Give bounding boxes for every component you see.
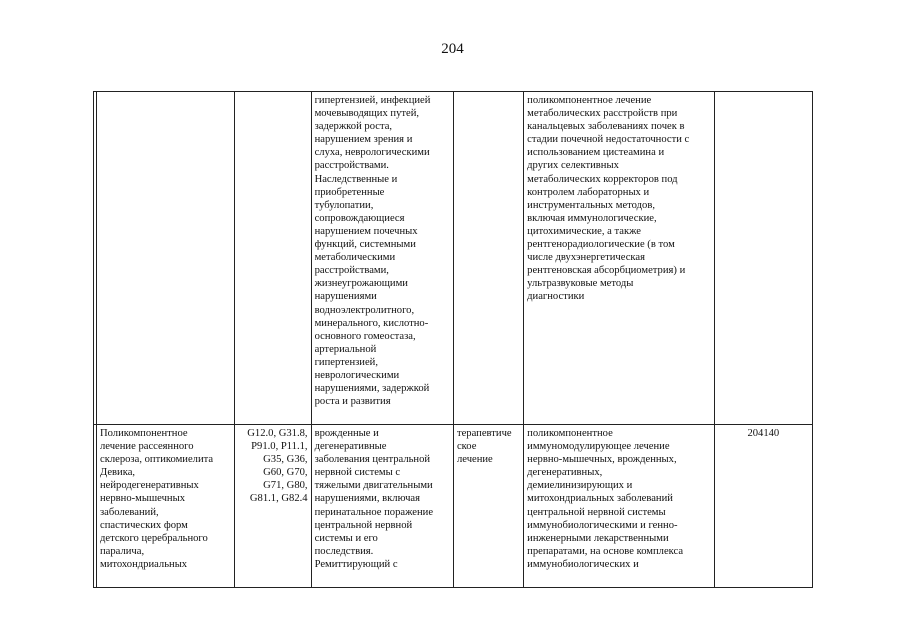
icd-codes-cell (235, 92, 311, 425)
icd-codes-cell: G12.0, G31.8, P91.0, P11.1, G35, G36, G60, G70, G71, G80, G81.1, G82.4 (235, 425, 311, 588)
treatment-method-cell: поликомпонентное лечение метаболических расстройств при канальцевых заболеваниях почек в стадии почечной недостаточности с использованием цистеамина и других селективных метаболических корректоров под контролем лабораторных и инструментальных методов, включая иммунологические, цитохимические, а также рентгенорадиологические (в том числе двухэнергетическая рентгеновская абсорбциометрия) и ультразвуковые методы диагностики (524, 92, 715, 425)
treatment-type-cell (453, 92, 523, 425)
treatment-method-cell: поликомпонентное иммуномодулирующее лечение нервно-мышечных, врожденных, дегенеративных, демиелинизирующих и митохондриальных заболеваний центральной нервной системы иммунобиологическими и генно- инженерными лекарственными препаратами, на основе комплекса иммунобиологических и (524, 425, 715, 588)
cost-cell: 204140 (714, 425, 812, 588)
table-row (94, 425, 813, 588)
procedures-table (93, 91, 813, 588)
treatment-type-cell: терапевтиче ское лечение (453, 425, 523, 588)
cost-cell (714, 92, 812, 425)
procedure-name-cell: Поликомпонентное лечение рассеянного склероза, оптикомиелита Девика, нейродегенеративных нервно-мышечных заболеваний, спастических форм детского церебрального паралича, митохондриальных (97, 425, 235, 588)
patient-model-cell: врожденные и дегенеративные заболевания центральной нервной системы с тяжелыми двигательными нарушениями, включая перинатальное поражение центральной нервной системы и его последствия. Ремиттирующий с (311, 425, 453, 588)
page-number: 204 (441, 41, 464, 57)
patient-model-cell: гипертензией, инфекцией мочевыводящих путей, задержкой роста, нарушением зрения и слуха, неврологическими расстройствами. Наследственные и приобретенные тубулопатии, сопровождающиеся нарушением почечных функций, системными метаболическими расстройствами, жизнеугрожающими нарушениями водноэлектролитного, минерального, кислотно- основного гомеостаза, артериальной гипертензией, неврологическими нарушениями, задержкой роста и развития (311, 92, 453, 425)
table-row (94, 92, 813, 425)
procedure-name-cell (97, 92, 235, 425)
